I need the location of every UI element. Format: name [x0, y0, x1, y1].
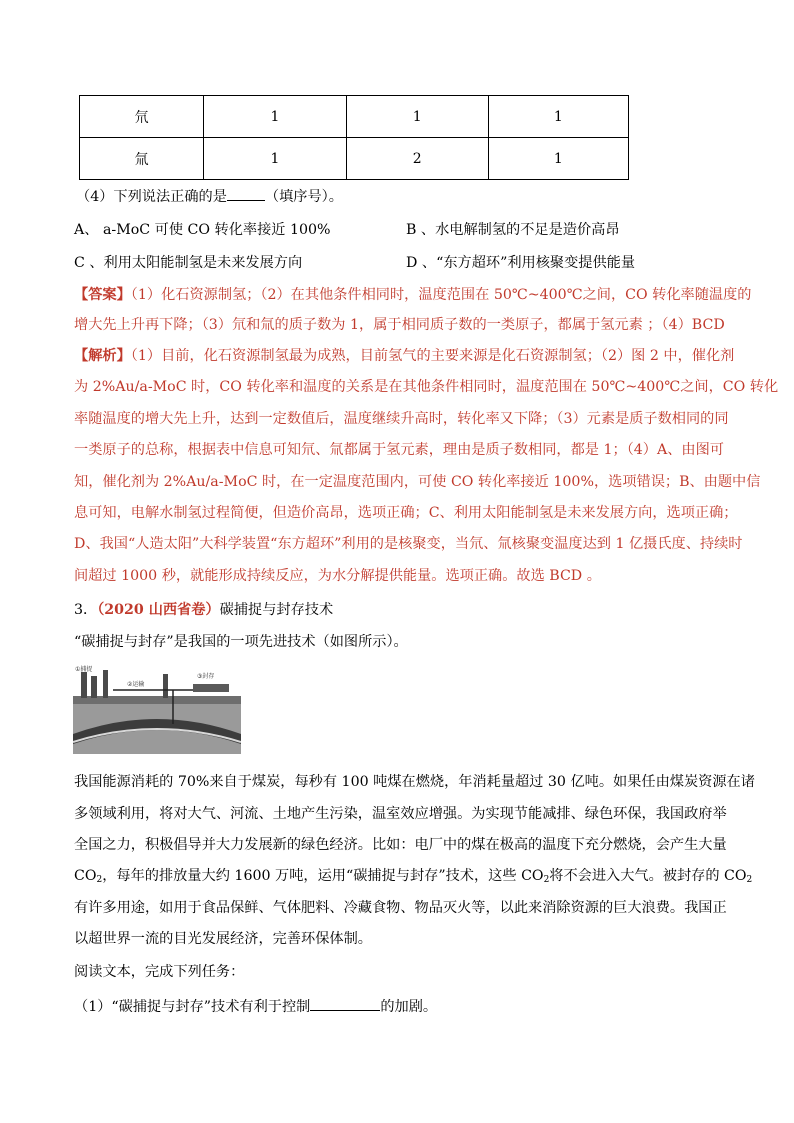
answer-text: （1）化石资源制氢；（2）在其他条件相同时，温度范围在 50℃~400℃之间，CO 转化率随温度的 — [130, 287, 752, 303]
analysis-line-4: 一类原子的总称，根据表中信息可知氘、氚都属于氢元素，理由是质子数相同，都是 1；（4）A、由图可 — [74, 442, 724, 458]
answer-line-2: 增大先上升再下降；（3）氘和氚的质子数为 1，属于相同质子数的一类原子，都属于氢元素 ；（4）BCD — [74, 317, 725, 333]
option-b: B 、水电解制氢的不足是造价高昂 — [406, 222, 620, 238]
passage-line-6: 以超世界一流的目光发展经济，完善环保体制。 — [74, 931, 372, 947]
question-3-heading — [74, 600, 333, 620]
task-intro: 阅读文本，完成下列任务： — [74, 964, 245, 980]
diagram-label: ③封存 — [197, 673, 215, 680]
table-cell: 1 — [346, 96, 488, 138]
analysis-line-7: D、我国“人造太阳”大科学装置“东方超环”利用的是核聚变，当氘、氚核聚变温度达到 1 亿摄氏度、持续时 — [74, 536, 743, 552]
passage-line-3: 全国之力，积极倡导并大力发展新的绿色经济。比如：电厂中的煤在极高的温度下充分燃烧，会产生大量 — [74, 837, 727, 853]
task-q1-suffix: 的加剧。 — [380, 999, 438, 1015]
table-cell: 1 — [488, 96, 628, 138]
analysis-text: （1）目前，化石资源制氢最为成熟，目前氢气的主要来源是化石资源制氢；（2）图 2 中，催化剂 — [130, 348, 735, 364]
answer-blank[interactable] — [310, 996, 380, 1011]
passage-line-4 — [74, 866, 752, 886]
subscript: 2 — [543, 875, 550, 885]
option-c: C 、利用太阳能制氢是未来发展方向 — [74, 255, 303, 271]
analysis-line-1 — [74, 346, 734, 366]
passage-line-1: 我国能源消耗的 70%来自于煤炭，每秒有 100 吨煤在燃烧，年消耗量超过 30 亿吨。如果任由煤炭资源在诸 — [74, 774, 755, 790]
table-row — [80, 138, 629, 180]
answer-tag: 【答案】 — [74, 287, 131, 303]
passage-text: ，每年的排放量大约 1600 万吨，运用“碳捕捉与封存”技术，这些 CO — [102, 868, 544, 884]
answer-blank[interactable] — [227, 186, 265, 201]
diagram-label: ①捕捉 — [75, 666, 93, 673]
stem-prefix: （4）下列说法正确的是 — [76, 189, 227, 205]
answer-line-1 — [74, 285, 751, 305]
option-a: A、 a-MoC 可使 CO 转化率接近 100% — [74, 222, 331, 238]
subscript: 2 — [746, 875, 753, 885]
analysis-tag: 【解析】 — [74, 348, 131, 364]
question-source: （2020 山西省卷） — [97, 602, 220, 618]
passage-text: 将不会进入大气。被封存的 CO — [549, 868, 747, 884]
task-question-1 — [74, 996, 437, 1017]
passage-line-5: 有许多用途，如用于食品保鲜、气体肥料、冷藏食物、物品灭火等，以此来消除资源的巨大浪费。我国正 — [74, 900, 727, 916]
co2-text: CO — [74, 868, 97, 884]
question-title: 碳捕捉与封存技术 — [219, 602, 334, 618]
analysis-line-6: 息可知，电解水制氢过程简便，但造价高昂，选项正确；C、利用太阳能制氢是未来发展方向，选项正确； — [74, 505, 738, 521]
question-number: 3． — [74, 602, 98, 618]
subscript: 2 — [96, 875, 103, 885]
option-d: D 、“东方超环”利用核聚变提供能量 — [406, 255, 636, 271]
isotope-table — [79, 95, 629, 180]
table-cell: 2 — [346, 138, 488, 180]
table-cell: 1 — [204, 96, 346, 138]
passage-line-2: 多领域利用，将对大气、河流、土地产生污染，温室效应增强。为实现节能减排、绿色环保，我国政府举 — [74, 806, 727, 822]
stem-suffix: （填序号）。 — [264, 189, 343, 205]
question-3-intro: “碳捕捉与封存”是我国的一项先进技术（如图所示）。 — [74, 634, 408, 650]
analysis-line-5: 知，催化剂为 2%Au/a-MoC 时，在一定温度范围内，可使 CO 转化率接近 100%，选项错误；B、由题中信 — [74, 474, 761, 490]
analysis-line-3: 率随温度的增大先上升，达到一定数值后，温度继续升高时，转化率又下降；（3）元素是质子数相同的同 — [74, 411, 729, 427]
analysis-line-2: 为 2%Au/a-MoC 时，CO 转化率和温度的关系是在其他条件相同时，温度范围在 50℃~400℃之间，CO 转化 — [74, 379, 779, 395]
table-cell: 氘 — [80, 96, 204, 138]
table-row — [80, 96, 629, 138]
task-q1-prefix: （1）“碳捕捉与封存”技术有利于控制 — [74, 999, 311, 1015]
diagram-label: ②运输 — [127, 681, 145, 688]
table-cell: 1 — [204, 138, 346, 180]
analysis-line-8: 间超过 1000 秒，就能形成持续反应，为水分解提供能量。选项正确。故选 BCD 。 — [74, 568, 601, 584]
table-cell: 1 — [488, 138, 628, 180]
carbon-capture-diagram — [73, 664, 241, 754]
question-4-stem — [76, 186, 343, 207]
table-cell: 氚 — [80, 138, 204, 180]
